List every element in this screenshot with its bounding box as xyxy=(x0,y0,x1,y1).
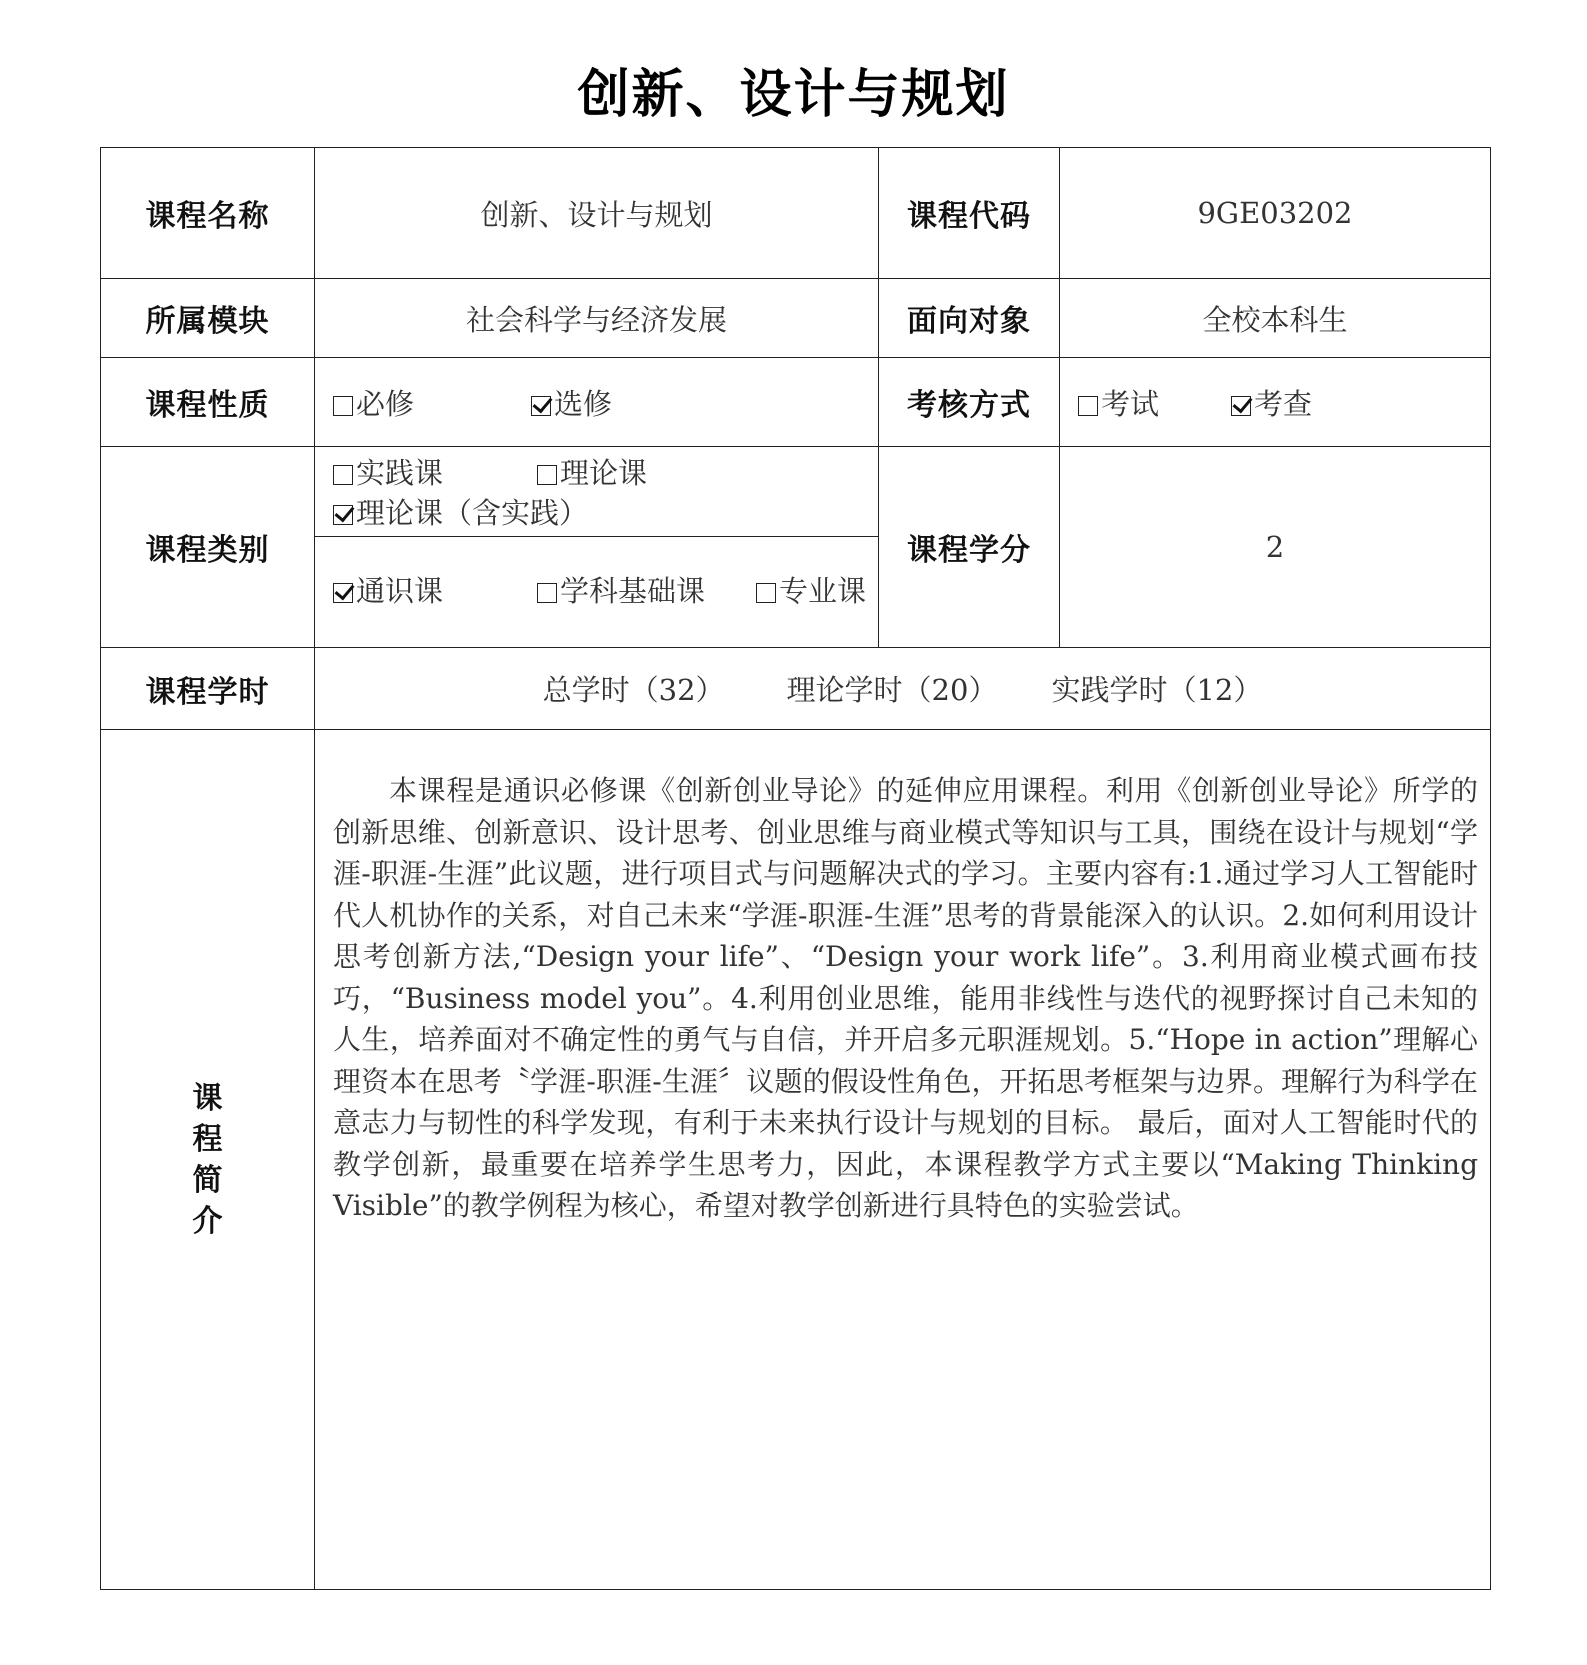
option-required[interactable] xyxy=(333,382,531,423)
category-type-options xyxy=(315,447,878,537)
intro-label-char: 课 xyxy=(192,1080,223,1116)
option-exam-label: 考试 xyxy=(1101,386,1160,421)
checkbox-checked-icon[interactable] xyxy=(333,505,353,525)
credits-label: 课程学分 xyxy=(879,447,1060,648)
option-major-course-label: 专业课 xyxy=(779,574,867,608)
practice-hours: 实践学时（12） xyxy=(1051,673,1263,707)
assessment-options xyxy=(1060,358,1491,447)
module-value: 社会科学与经济发展 xyxy=(315,279,879,358)
row-intro xyxy=(101,730,1491,1590)
checkbox-icon[interactable] xyxy=(537,583,557,603)
checkbox-icon[interactable] xyxy=(333,465,353,485)
course-info-table xyxy=(100,147,1491,1590)
course-name-label: 课程名称 xyxy=(101,148,315,279)
checkbox-checked-icon[interactable] xyxy=(333,583,353,603)
audience-label: 面向对象 xyxy=(879,279,1060,358)
category-scope-options xyxy=(315,537,878,647)
document-title: 创新、设计与规划 xyxy=(577,65,1010,125)
intro-label-char: 程 xyxy=(192,1121,223,1157)
category-label: 课程类别 xyxy=(101,447,315,648)
checkbox-icon[interactable] xyxy=(756,583,776,603)
option-practice-course-label: 实践课 xyxy=(356,456,444,490)
intro-label-char: 简 xyxy=(192,1162,223,1198)
hours-values xyxy=(315,648,1491,730)
intro-label-char: 介 xyxy=(192,1203,223,1239)
option-theory-course[interactable] xyxy=(537,453,647,493)
checkbox-icon[interactable] xyxy=(333,396,353,416)
row-module xyxy=(101,279,1491,358)
option-theory-with-practice-label: 理论课（含实践） xyxy=(356,496,589,530)
option-practice-course[interactable] xyxy=(333,453,537,493)
theory-hours: 理论学时（20） xyxy=(786,673,998,707)
total-hours: 总学时（32） xyxy=(542,673,725,707)
option-major-course[interactable] xyxy=(756,569,866,610)
module-label: 所属模块 xyxy=(101,279,315,358)
hours-label: 课程学时 xyxy=(101,648,315,730)
intro-content xyxy=(315,730,1491,1590)
course-code-label: 课程代码 xyxy=(879,148,1060,279)
option-required-label: 必修 xyxy=(356,386,415,421)
option-foundation-course[interactable] xyxy=(537,569,756,610)
row-nature xyxy=(101,358,1491,447)
option-exam[interactable] xyxy=(1078,382,1231,423)
credits-value: 2 xyxy=(1060,447,1491,648)
course-code-value: 9GE03202 xyxy=(1060,148,1491,279)
assessment-label: 考核方式 xyxy=(879,358,1060,447)
checkbox-checked-icon[interactable] xyxy=(531,396,551,416)
option-elective[interactable] xyxy=(531,382,612,423)
nature-options xyxy=(315,358,879,447)
option-general-course-label: 通识课 xyxy=(356,574,444,608)
intro-label xyxy=(101,730,315,1590)
category-options xyxy=(315,447,879,648)
checkbox-icon[interactable] xyxy=(537,465,557,485)
option-inspection-label: 考查 xyxy=(1254,386,1313,421)
option-general-course[interactable] xyxy=(333,569,537,610)
checkbox-checked-icon[interactable] xyxy=(1231,396,1251,416)
row-course-name xyxy=(101,148,1491,279)
option-foundation-course-label: 学科基础课 xyxy=(560,574,706,608)
intro-text: 本课程是通识必修课《创新创业导论》的延伸应用课程。利用《创新创业导论》所学的创新思维、创新意识、设计思考、创业思维与商业模式等知识与工具，围绕在设计与规划“学涯-职涯-生涯”此议题，进行项目式与问题解决式的学习。主要内容有:1.通过学习人工智能时代人机协作的关系，对自己未来“学涯-职涯-生涯”思考的背景能深入的认识。2.如何利用设计思考创新方法,“Design your life”、“Design your work life”。3.利用商业模式画布技巧，“Business model you”。4.利用创业思维，能用非线性与迭代的视野探讨自己未知的人生，培养面对不确定性的勇气与自信，并开启多元职涯规划。5.“Hope in action”理解心理资本在思考〝学涯-职涯-生涯〞议题的假设性角色，开拓思考框架与边界。理解行为科学在意志力与韧性的科学发现，有利于未来执行设计与规划的目标。 最后，面对人工智能时代的教学创新，最重要在培养学生思考力，因此，本课程教学方式主要以“Making Thinking Visible”的教学例程为核心，希望对教学创新进行具特色的实验尝试。 xyxy=(333,774,1478,1222)
checkbox-icon[interactable] xyxy=(1078,396,1098,416)
option-elective-label: 选修 xyxy=(554,386,613,421)
nature-label: 课程性质 xyxy=(101,358,315,447)
row-hours xyxy=(101,648,1491,730)
row-category xyxy=(101,447,1491,648)
course-name-value: 创新、设计与规划 xyxy=(315,148,879,279)
option-theory-with-practice[interactable] xyxy=(333,493,588,533)
option-theory-course-label: 理论课 xyxy=(560,456,648,490)
option-inspection[interactable] xyxy=(1231,382,1312,423)
audience-value: 全校本科生 xyxy=(1060,279,1491,358)
